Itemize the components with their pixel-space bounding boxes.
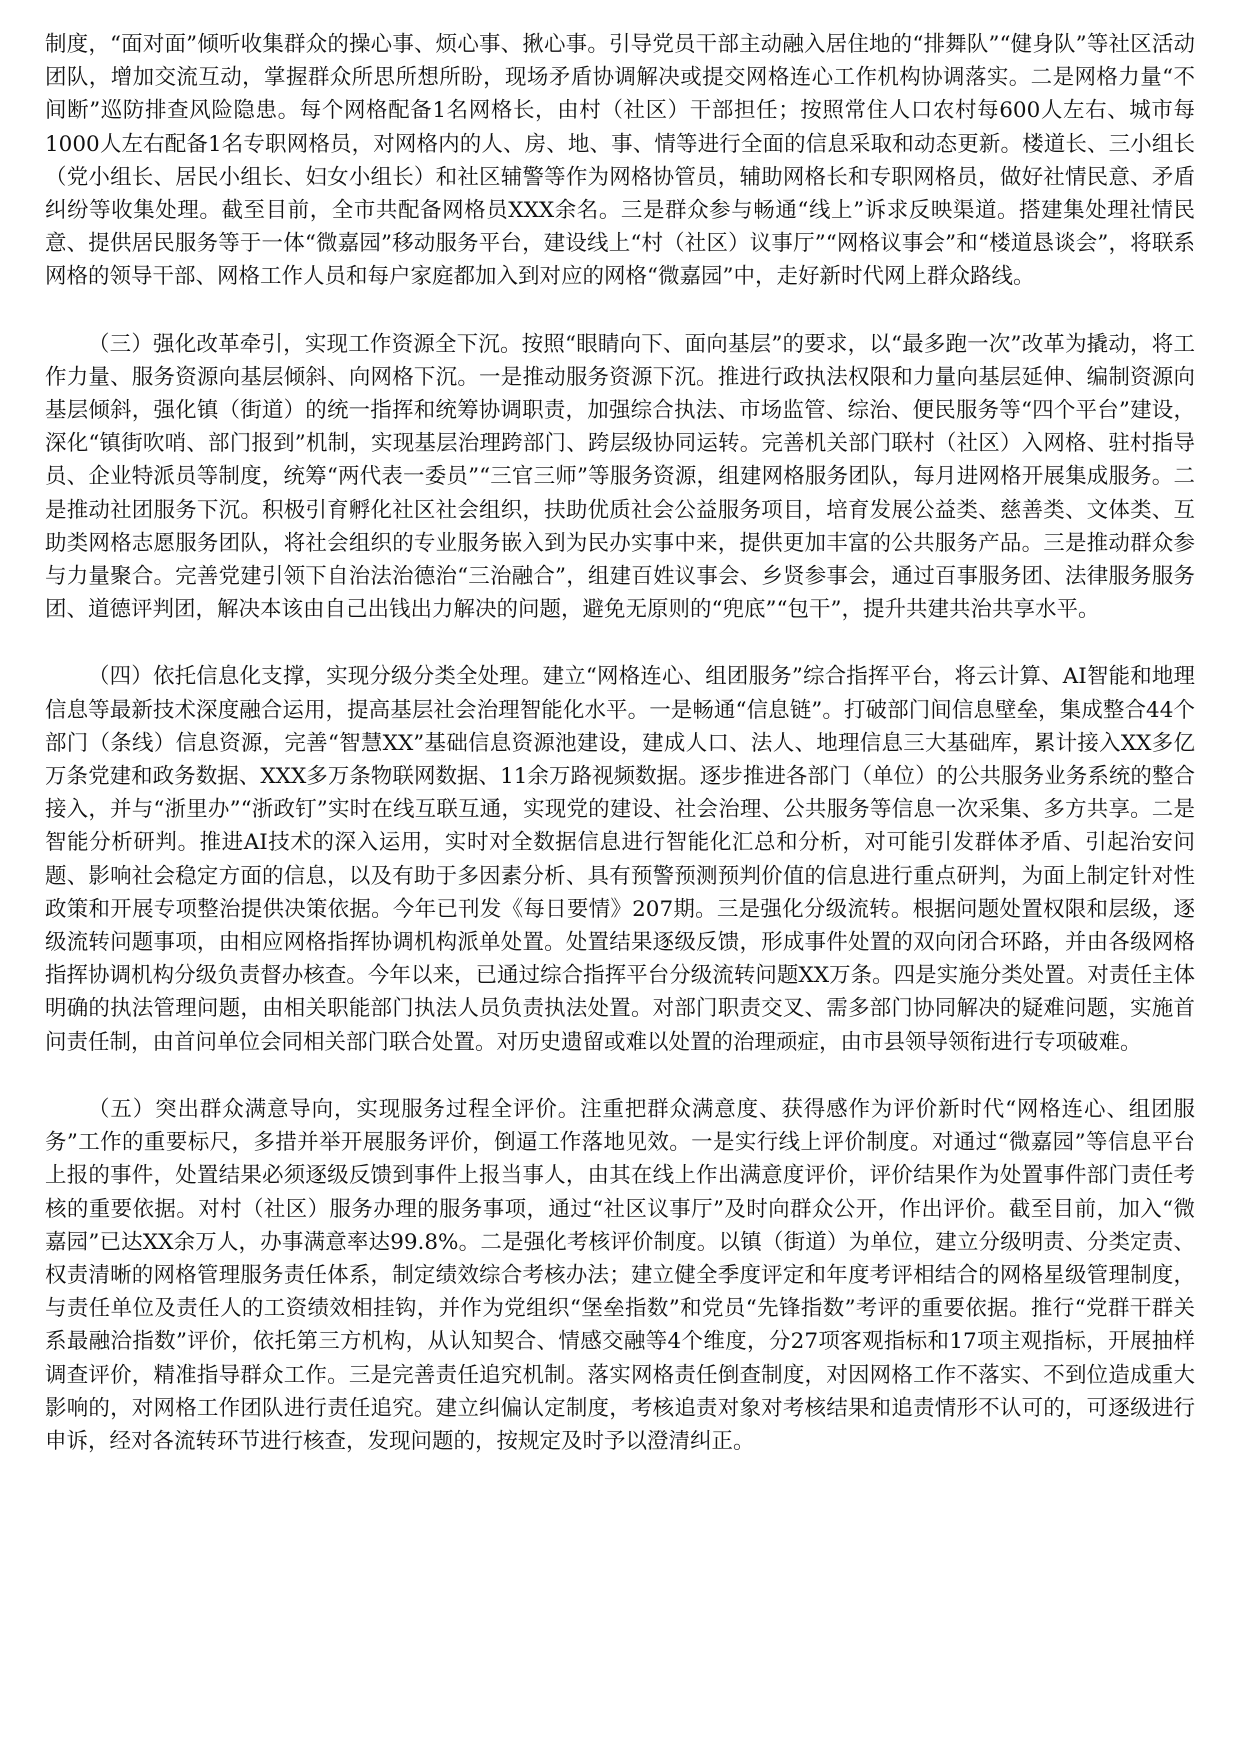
- paragraph-grid-force: 制度，“面对面”倾听收集群众的操心事、烦心事、揪心事。引导党员干部主动融入居住地的“排舞队”“健身队”等社区活动团队，增加交流互动，掌握群众所思所想所盼，现场矛盾协调解决或提交网格连心工作机构协调落实。二是网格力量“不间断”巡防排查风险隐患。每个网格配备1名网格长，由村（社区）干部担任；按照常住人口农村每600人左右、城市每1000人左右配备1名专职网格员，对网格内的人、房、地、事、情等进行全面的信息采取和动态更新。楼道长、三小组长（党小组长、居民小组长、妇女小组长）和社区辅警等作为网格协管员，辅助网格长和专职网格员，做好社情民意、矛盾纠纷等收集处理。截至目前，全市共配备网格员XXX余名。三是群众参与畅通“线上”诉求反映渠道。搭建集处理社情民意、提供居民服务等于一体“微嘉园”移动服务平台，建设线上“村（社区）议事厅”“网格议事会”和“楼道恳谈会”，将联系网格的领导干部、网格工作人员和每户家庭都加入到对应的网格“微嘉园”中，走好新时代网上群众路线。: [45, 32, 1195, 290]
- paragraph-reform-resources: （三）强化改革牵引，实现工作资源全下沉。按照“眼睛向下、面向基层”的要求，以“最多跑一次”改革为撬动，将工作力量、服务资源向基层倾斜、向网格下沉。一是推动服务资源下沉。推进行政执法权限和力量向基层延伸、编制资源向基层倾斜，强化镇（街道）的统一指挥和统筹协调职责，加强综合执法、市场监管、综治、便民服务等“四个平台”建设，深化“镇街吹哨、部门报到”机制，实现基层治理跨部门、跨层级协同运转。完善机关部门联村（社区）入网格、驻村指导员、企业特派员等制度，统筹“两代表一委员”“三官三师”等服务资源，组建网格服务团队，每月进网格开展集成服务。二是推动社团服务下沉。积极引育孵化社区社会组织，扶助优质社会公益服务项目，培育发展公益类、慈善类、文体类、互助类网格志愿服务团队，将社会组织的专业服务嵌入到为民办实事中来，提供更加丰富的公共服务产品。三是推动群众参与力量聚合。完善党建引领下自治法治德治“三治融合”，组建百姓议事会、乡贤参事会，通过百事服务团、法律服务服务团、道德评判团，解决本该由自己出钱出力解决的问题，避免无原则的“兜底”“包干”，提升共建共治共享水平。: [45, 331, 1195, 623]
- document-page: [45, 28, 1195, 1728]
- paragraph-informatization: （四）依托信息化支撑，实现分级分类全处理。建立“网格连心、组团服务”综合指挥平台，将云计算、AI智能和地理信息等最新技术深度融合运用，提高基层社会治理智能化水平。一是畅通“信息链”。打破部门间信息壁垒，集成整合44个部门（条线）信息资源，完善“智慧XX”基础信息资源池建设，建成人口、法人、地理信息三大基础库，累计接入XX多亿万条党建和政务数据、XXX多万条物联网数据、11余万路视频数据。逐步推进各部门（单位）的公共服务业务系统的整合接入，并与“浙里办”“浙政钉”实时在线互联互通，实现党的建设、社会治理、公共服务等信息一次采集、多方共享。二是智能分析研判。推进AI技术的深入运用，实时对全数据信息进行智能化汇总和分析，对可能引发群体矛盾、引起治安问题、影响社会稳定方面的信息，以及有助于多因素分析、具有预警预测预判价值的信息进行重点研判，为面上制定针对性政策和开展专项整治提供决策依据。今年已刊发《每日要情》207期。三是强化分级流转。根据问题处置权限和层级，逐级流转问题事项，由相应网格指挥协调机构派单处置。处置结果逐级反馈，形成事件处置的双向闭合环路，并由各级网格指挥协调机构分级负责督办核查。今年以来，已通过综合指挥平台分级流转问题XX万条。四是实施分类处置。对责任主体明确的执法管理问题，由相关职能部门执法人员负责执法处置。对部门职责交叉、需多部门协同解决的疑难问题，实施首问责任制，由首问单位会同相关部门联合处置。对历史遗留或难以处置的治理顽症，由市县领导领衔进行专项破难。: [45, 664, 1195, 1055]
- paragraph-satisfaction-evaluation: （五）突出群众满意导向，实现服务过程全评价。注重把群众满意度、获得感作为评价新时代“网格连心、组团服务”工作的重要标尺，多措并举开展服务评价，倒逼工作落地见效。一是实行线上评价制度。对通过“微嘉园”等信息平台上报的事件，处置结果必须逐级反馈到事件上报当事人，由其在线上作出满意度评价，评价结果作为处置事件部门责任考核的重要依据。对村（社区）服务办理的服务事项，通过“社区议事厅”及时向群众公开，作出评价。截至目前，加入“微嘉园”已达XX余万人，办事满意率达99.8%。二是强化考核评价制度。以镇（街道）为单位，建立分级明责、分类定责、权责清晰的网格管理服务责任体系，制定绩效综合考核办法；建立健全季度评定和年度考评相结合的网格星级管理制度，与责任单位及责任人的工资绩效相挂钩，并作为党组织“堡垒指数”和党员“先锋指数”考评的重要依据。推行“党群干群关系最融洽指数”评价，依托第三方机构，从认知契合、情感交融等4个维度，分27项客观指标和17项主观指标，开展抽样调查评价，精准指导群众工作。三是完善责任追究机制。落实网格责任倒查制度，对因网格工作不落实、不到位造成重大影响的，对网格工作团队进行责任追究。建立纠偏认定制度，考核追责对象对考核结果和追责情形不认可的，可逐级进行申诉，经对各流转环节进行核查，发现问题的，按规定及时予以澄清纠正。: [45, 1096, 1195, 1454]
